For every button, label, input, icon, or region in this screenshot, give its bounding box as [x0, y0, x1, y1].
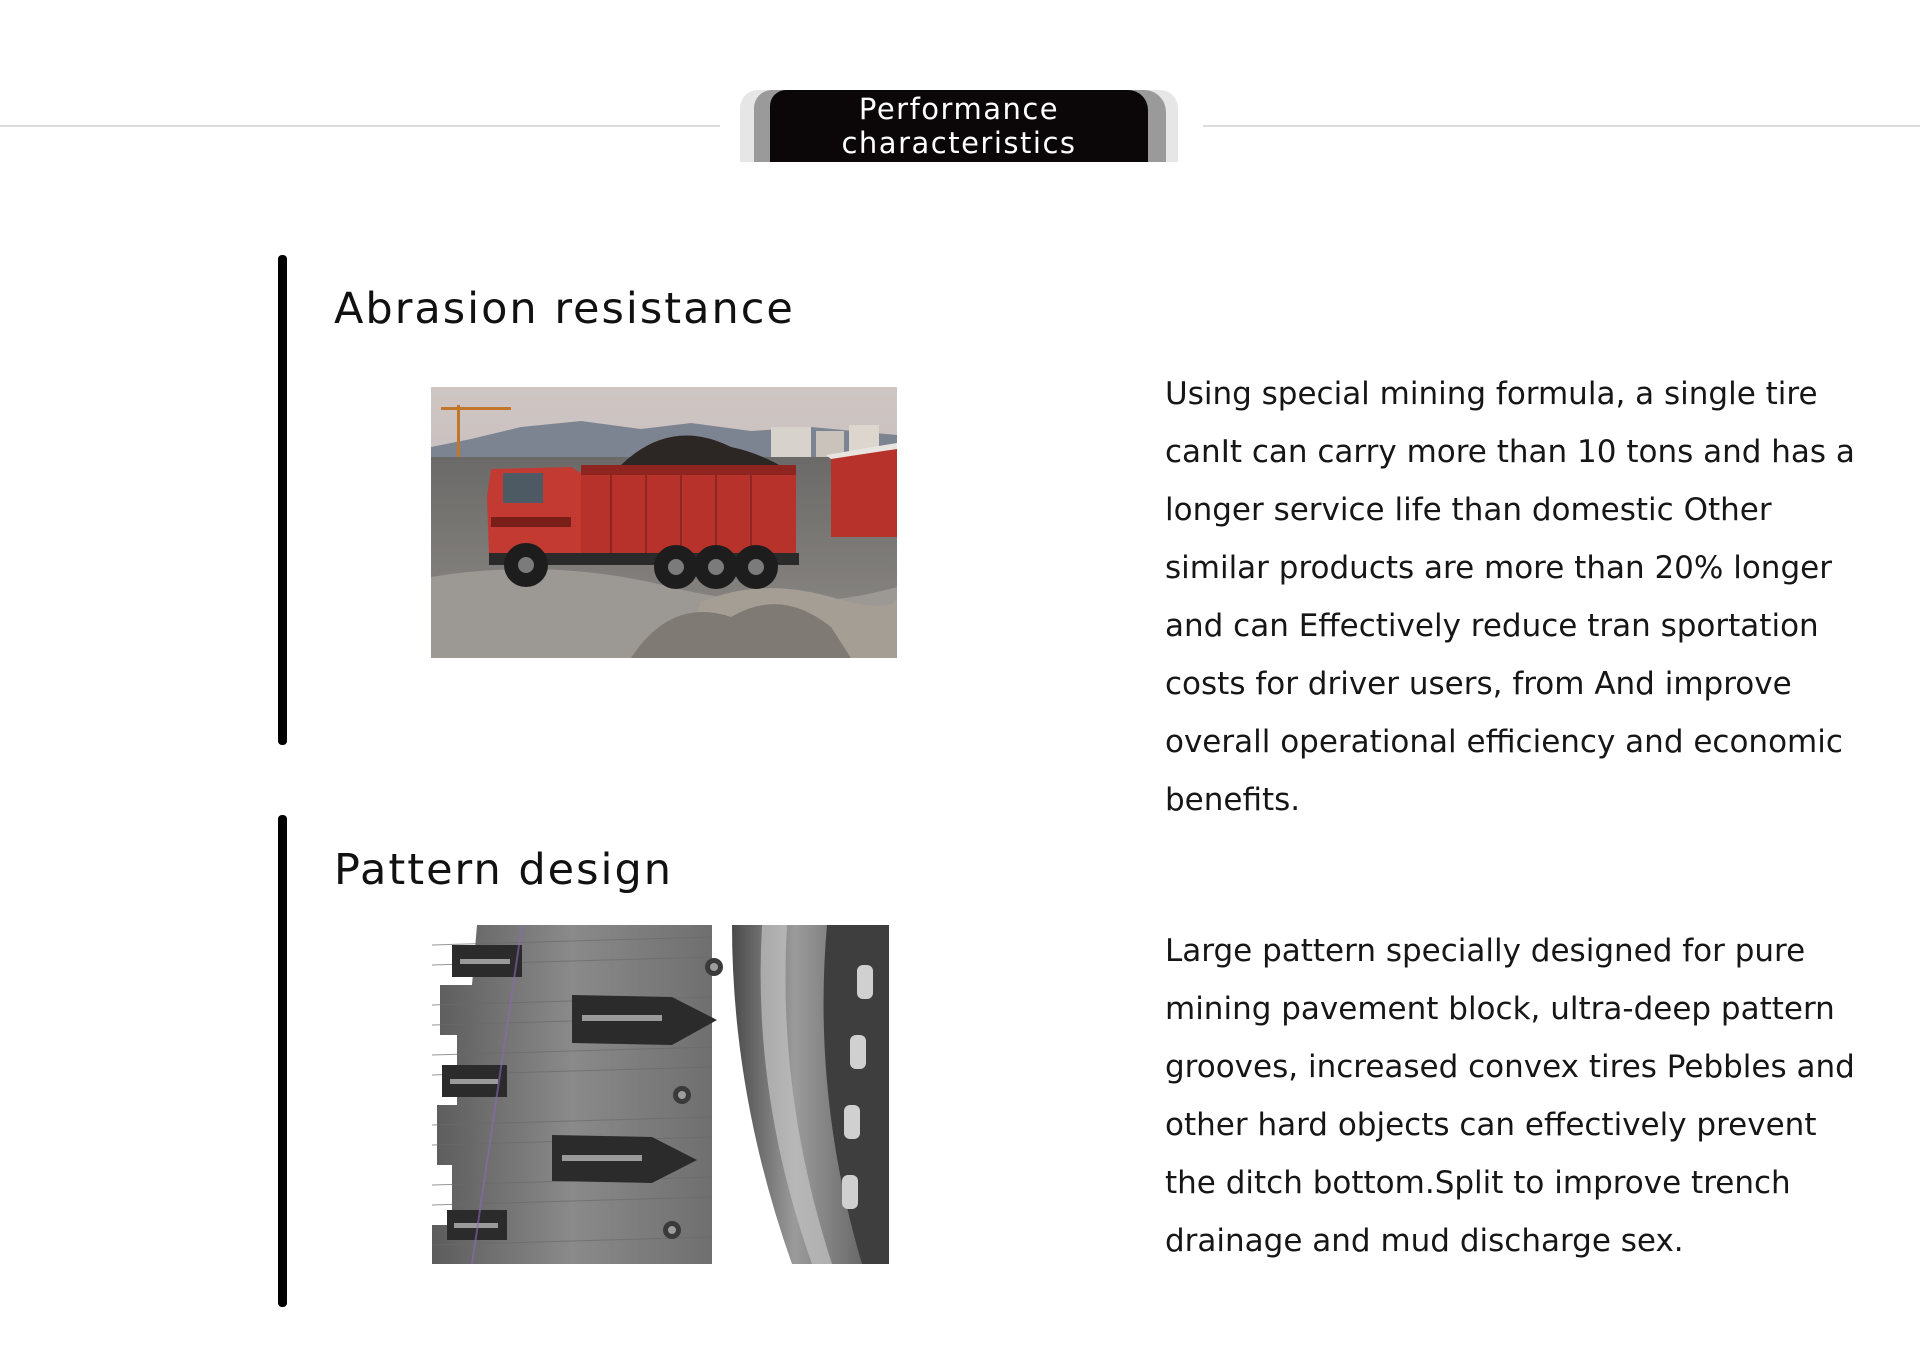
section-accent-bar — [278, 815, 287, 1307]
tire-tread-photo — [432, 925, 889, 1264]
section-description: Using special mining formula, a single tire canIt can carry more than 10 tons and has a longer service life than domestic Other similar products are more than 20% longer and can Effectively reduce tran sportation costs for driver users, from And improve overall operational efficiency and economic benefits. — [1165, 376, 1855, 818]
section-heading: Abrasion resistance — [334, 284, 795, 334]
section-description: Large pattern specially designed for pure mining pavement block, ultra-deep pattern grooves, increased convex tires Pebbles and other hard objects can effectively prevent the ditch bottom.Split to improve trench drainage and mud discharge sex. — [1165, 933, 1855, 1259]
section-heading: Pattern design — [334, 845, 674, 895]
banner-title: Performance characteristics — [841, 92, 1077, 160]
